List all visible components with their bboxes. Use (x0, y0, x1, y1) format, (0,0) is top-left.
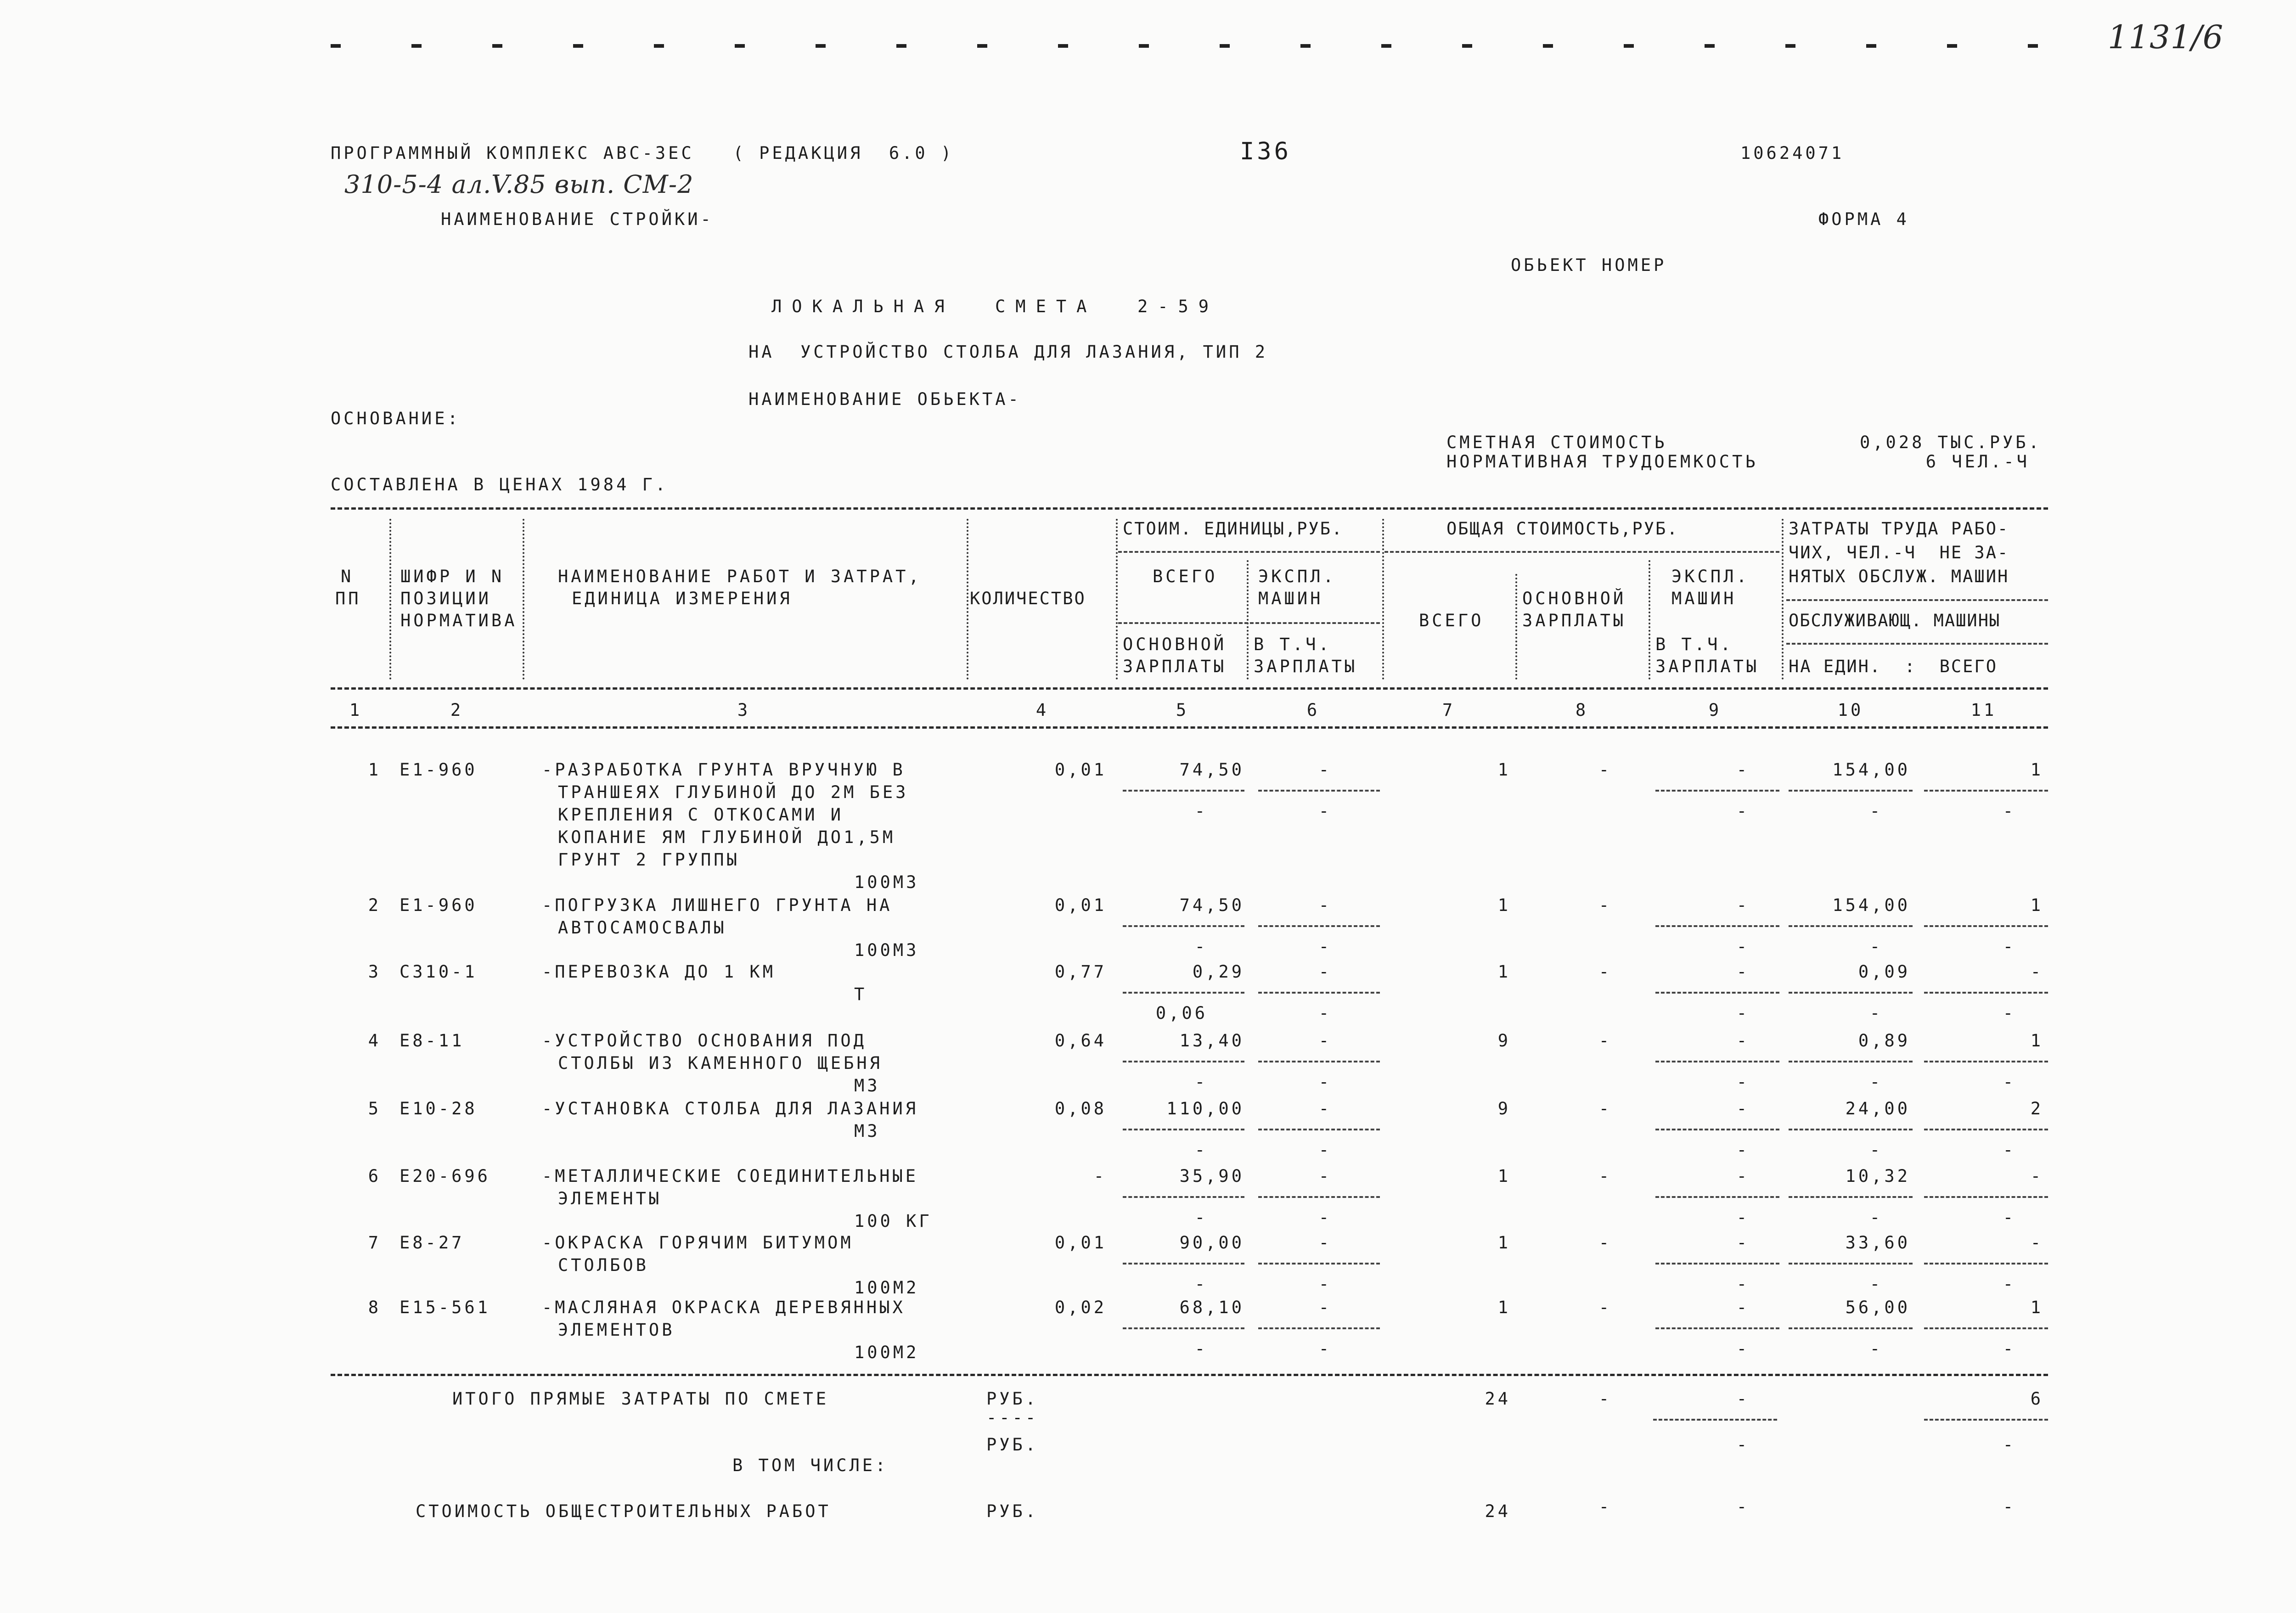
col-number: 2 (450, 700, 464, 720)
row-unit-mach: - (1318, 895, 1332, 915)
row-labor-total-b: - (2003, 1072, 2016, 1092)
row-code: Е10-28 (400, 1099, 478, 1118)
row-unit-wage: - (1194, 937, 1208, 956)
row-total-mach-wage: - (1736, 1003, 1750, 1023)
cell-separator (1123, 790, 1244, 792)
hdr-sub-rule (1118, 622, 1380, 624)
row-total: 1 (1497, 962, 1511, 982)
hdr-name-1: НАИМЕНОВАНИЕ РАБОТ И ЗАТРАТ, (558, 567, 922, 586)
cell-separator (1655, 1196, 1779, 1198)
col-number: 1 (349, 700, 363, 720)
cell-separator (1924, 925, 2048, 927)
general-c11: - (2003, 1497, 2016, 1517)
row-labor-unit-b: - (1869, 937, 1883, 956)
row-name-line: -УСТРОЙСТВО ОСНОВАНИЯ ПОД (542, 1031, 867, 1051)
row-total: 1 (1497, 1298, 1511, 1317)
row-qty: 0,02 (1054, 1298, 1107, 1317)
row-unit-total: 90,00 (1179, 1233, 1244, 1253)
hdr-total-incl-1: В Т.Ч. (1655, 635, 1733, 654)
construction-label: НАИМЕНОВАНИЕ СТРОЙКИ- (441, 209, 714, 229)
row-total: 9 (1497, 1099, 1511, 1118)
row-unit-total: 35,90 (1179, 1166, 1244, 1186)
row-number: 4 (368, 1031, 381, 1051)
hdr-total-all: ВСЕГО (1419, 611, 1484, 630)
col-divider (1649, 560, 1650, 680)
row-total-wage: - (1598, 1298, 1612, 1317)
row-total-wage: - (1598, 895, 1612, 915)
hdr-unit-incl-2: ЗАРПЛАТЫ (1254, 657, 1358, 676)
header-top-rule (331, 507, 2048, 510)
hdr-pp: ПП (335, 589, 361, 608)
row-qty: 0,01 (1054, 895, 1107, 915)
direct-costs-rub-2: РУБ. (986, 1435, 1039, 1455)
row-code: Е1-960 (400, 895, 478, 915)
row-labor-total: 2 (2030, 1099, 2043, 1118)
row-total-mach-wage: - (1736, 937, 1750, 956)
row-total: 9 (1497, 1031, 1511, 1051)
row-total-mach: - (1736, 1031, 1750, 1051)
cell-separator (1655, 992, 1779, 994)
col-divider (523, 519, 524, 680)
hdr-total-cost: ОБЩАЯ СТОИМОСТЬ,РУБ. (1446, 519, 1679, 539)
row-code: Е8-11 (400, 1031, 465, 1051)
row-unit-total: 110,00 (1166, 1099, 1244, 1118)
row-qty: 0,01 (1054, 1233, 1107, 1253)
header-mid-rule (331, 687, 2048, 690)
direct-costs-dashes: ---- (986, 1408, 1039, 1428)
col-number: 10 (1837, 700, 1864, 720)
row-total: 1 (1497, 1166, 1511, 1186)
direct-c11-rule (1924, 1419, 2048, 1421)
cell-separator (1789, 1061, 1913, 1062)
row-total-wage: - (1598, 1166, 1612, 1186)
hdr-sub-rule (1786, 643, 2048, 645)
cell-separator (1924, 790, 2048, 792)
program-header: ПРОГРАММНЫЙ КОМПЛЕКС АВС-3ЕС ( РЕДАКЦИЯ 6.0 ) (331, 143, 954, 163)
row-unit-mach: - (1318, 1166, 1332, 1186)
cell-separator (1789, 992, 1913, 994)
row-labor-total-b: - (2003, 1140, 2016, 1160)
row-labor-total-b: - (2003, 801, 2016, 821)
row-unit-mach-wage: - (1318, 1140, 1332, 1160)
row-labor-total-b: - (2003, 937, 2016, 956)
row-unit: 100М3 (854, 872, 919, 892)
cell-separator (1655, 1263, 1779, 1265)
general-works-rub: РУБ. (986, 1501, 1039, 1521)
col-divider (1382, 519, 1384, 680)
row-unit: М3 (854, 1076, 880, 1096)
row-code: С310-1 (400, 962, 478, 982)
row-unit-total: 74,50 (1179, 895, 1244, 915)
row-qty: - (1093, 1166, 1107, 1186)
row-labor-total: 1 (2030, 760, 2043, 780)
row-labor-unit: 154,00 (1832, 760, 1910, 780)
page-number: I36 (1240, 138, 1291, 165)
row-name-line: -МЕТАЛЛИЧЕСКИЕ СОЕДИНИТЕЛЬНЫЕ (542, 1166, 919, 1186)
col-divider (1247, 560, 1249, 680)
hdr-labor-3: НЯТЫХ ОБСЛУЖ. МАШИН (1789, 567, 2009, 586)
cell-separator (1123, 992, 1244, 994)
row-total-mach: - (1736, 962, 1750, 982)
cell-separator (1655, 925, 1779, 927)
hdr-n: N (341, 567, 354, 586)
row-total-mach-wage: - (1736, 1339, 1750, 1359)
top-dash-line (331, 44, 2039, 48)
hdr-unit-incl-1: В Т.Ч. (1254, 635, 1332, 654)
summary-labor-label: НОРМАТИВНАЯ ТРУДОЕМКОСТЬ (1446, 452, 1758, 472)
row-total-mach: - (1736, 895, 1750, 915)
row-unit-wage: - (1194, 1072, 1208, 1092)
direct-c7: 24 (1485, 1389, 1511, 1409)
row-labor-unit-b: - (1869, 1208, 1883, 1227)
cell-separator (1655, 790, 1779, 792)
row-unit: М3 (854, 1121, 880, 1141)
direct-costs-label: ИТОГО ПРЯМЫЕ ЗАТРАТЫ ПО СМЕТЕ (452, 1389, 829, 1409)
row-name-line: СТОЛБЫ ИЗ КАМЕННОГО ЩЕБНЯ (558, 1053, 883, 1073)
row-code: Е8-27 (400, 1233, 465, 1253)
row-qty: 0,08 (1054, 1099, 1107, 1118)
row-code: Е1-960 (400, 760, 478, 780)
hdr-code-1: ШИФР И N (400, 567, 505, 586)
row-unit-mach: - (1318, 1031, 1332, 1051)
row-unit-total: 68,10 (1179, 1298, 1244, 1317)
row-total-mach-wage: - (1736, 1274, 1750, 1294)
cell-separator (1258, 1196, 1380, 1198)
cell-separator (1258, 1061, 1380, 1062)
row-total-mach-wage: - (1736, 1140, 1750, 1160)
row-unit-mach: - (1318, 962, 1332, 982)
general-c7: 24 (1485, 1501, 1511, 1521)
handwritten-reference: 310-5-4 ал.V.85 вып. СМ-2 (344, 170, 694, 199)
hdr-total-incl-2: ЗАРПЛАТЫ (1655, 657, 1760, 676)
cell-separator (1789, 1196, 1913, 1198)
row-unit-wage: - (1194, 1208, 1208, 1227)
row-unit: Т (854, 984, 867, 1004)
cell-separator (1258, 992, 1380, 994)
row-unit: 100 КГ (854, 1211, 932, 1231)
cell-separator (1655, 1327, 1779, 1329)
cell-separator (1924, 1196, 2048, 1198)
cell-separator (1123, 1327, 1244, 1329)
row-total-wage: - (1598, 1233, 1612, 1253)
direct-c9b: - (1736, 1435, 1750, 1455)
row-unit-mach: - (1318, 1099, 1332, 1118)
cell-separator (1924, 1263, 2048, 1265)
row-name-line: ТРАНШЕЯХ ГЛУБИНОЙ ДО 2М БЕЗ (558, 782, 909, 802)
row-total: 1 (1497, 760, 1511, 780)
row-name-line: СТОЛБОВ (558, 1255, 649, 1275)
hdr-unit-mach-2: МАШИН (1258, 589, 1323, 608)
hdr-qty: КОЛИЧЕСТВО (970, 589, 1086, 608)
hdr-unit-mach-1: ЭКСПЛ. (1258, 567, 1336, 586)
object-number-label: ОБЬЕКТ НОМЕР (1511, 255, 1667, 275)
row-labor-unit: 24,00 (1845, 1099, 1910, 1118)
row-name-line: -РАЗРАБОТКА ГРУНТА ВРУЧНУЮ В (542, 760, 906, 780)
row-total-mach-wage: - (1736, 1208, 1750, 1227)
col-divider (389, 519, 391, 680)
row-unit-total: 0,29 (1192, 962, 1244, 982)
object-label: НАИМЕНОВАНИЕ ОБЬЕКТА- (748, 389, 1021, 409)
col-number: 9 (1708, 700, 1722, 720)
row-unit-mach-wage: - (1318, 1339, 1332, 1359)
cell-separator (1258, 790, 1380, 792)
row-labor-unit: 0,89 (1858, 1031, 1910, 1051)
hdr-labor-4: ОБСЛУЖИВАЮЩ. МАШИНЫ (1789, 611, 2001, 630)
cell-separator (1258, 1263, 1380, 1265)
row-number: 7 (368, 1233, 381, 1253)
col-number: 3 (737, 700, 751, 720)
row-qty: 0,64 (1054, 1031, 1107, 1051)
row-name-line: ЭЛЕМЕНТЫ (558, 1189, 662, 1208)
row-labor-unit-b: - (1869, 1274, 1883, 1294)
corner-handwritten-note: 1131/6 (2108, 18, 2224, 56)
header-bottom-rule (331, 726, 2048, 729)
hdr-labor-5: НА ЕДИН. : ВСЕГО (1789, 657, 1998, 676)
row-unit-wage: - (1194, 801, 1208, 821)
row-number: 5 (368, 1099, 381, 1118)
col-divider (1782, 519, 1784, 680)
summary-cost-value: 0,028 ТЫС.РУБ. (1860, 433, 2042, 452)
row-number: 6 (368, 1166, 381, 1186)
row-unit-mach-wage: - (1318, 1208, 1332, 1227)
row-labor-total: - (2030, 1233, 2043, 1253)
general-works-label: СТОИМОСТЬ ОБЩЕСТРОИТЕЛЬНЫХ РАБОТ (416, 1501, 831, 1521)
row-labor-unit-b: - (1869, 1072, 1883, 1092)
row-labor-unit-b: - (1869, 1003, 1883, 1023)
row-total-mach: - (1736, 1166, 1750, 1186)
cell-separator (1789, 1129, 1913, 1130)
row-unit: 100М2 (854, 1278, 919, 1298)
general-c8: - (1598, 1497, 1612, 1517)
cell-separator (1789, 790, 1913, 792)
including-label: В ТОМ ЧИСЛЕ: (732, 1456, 889, 1475)
row-qty: 0,77 (1054, 962, 1107, 982)
row-total-mach-wage: - (1736, 801, 1750, 821)
cell-separator (1655, 1129, 1779, 1130)
hdr-total-wage-1: ОСНОВНОЙ (1522, 589, 1626, 608)
row-total: 1 (1497, 895, 1511, 915)
cell-separator (1258, 1327, 1380, 1329)
row-number: 2 (368, 895, 381, 915)
basis-label: ОСНОВАНИЕ: (331, 409, 461, 428)
row-name-line: -ПОГРУЗКА ЛИШНЕГО ГРУНТА НА (542, 895, 893, 915)
row-code: Е15-561 (400, 1298, 490, 1317)
cell-separator (1924, 1129, 2048, 1130)
estimate-title: ЛОКАЛЬНАЯ СМЕТА 2-59 (771, 297, 1219, 316)
row-unit-wage: - (1194, 1339, 1208, 1359)
row-unit-mach-wage: - (1318, 1274, 1332, 1294)
cell-separator (1123, 1196, 1244, 1198)
row-labor-total: - (2030, 962, 2043, 982)
cell-separator (1924, 1327, 2048, 1329)
row-name-line: ЭЛЕМЕНТОВ (558, 1320, 675, 1340)
prices-basis: СОСТАВЛЕНА В ЦЕНАХ 1984 Г. (331, 475, 669, 495)
row-unit-total: 74,50 (1179, 760, 1244, 780)
row-name-line: КРЕПЛЕНИЯ С ОТКОСАМИ И (558, 805, 844, 825)
direct-c11: 6 (2030, 1389, 2043, 1409)
row-labor-total-b: - (2003, 1208, 2016, 1227)
direct-c11b: - (2003, 1435, 2016, 1455)
row-total-mach-wage: - (1736, 1072, 1750, 1092)
direct-c9-rule (1653, 1419, 1777, 1421)
col-divider (967, 519, 968, 680)
row-labor-total: 1 (2030, 1298, 2043, 1317)
hdr-sub-rule (1384, 551, 1779, 553)
hdr-code-2: ПОЗИЦИИ (400, 589, 491, 608)
hdr-unit-wage-1: ОСНОВНОЙ (1123, 635, 1227, 654)
direct-c9: - (1736, 1389, 1750, 1409)
cell-separator (1789, 1327, 1913, 1329)
row-unit: 100М3 (854, 940, 919, 960)
row-total-mach: - (1736, 760, 1750, 780)
row-unit-mach: - (1318, 1298, 1332, 1317)
hdr-total-mach-1: ЭКСПЛ. (1671, 567, 1750, 586)
cell-separator (1123, 1129, 1244, 1130)
col-number: 5 (1176, 700, 1189, 720)
hdr-code-3: НОРМАТИВА (400, 611, 518, 630)
cell-separator (1258, 1129, 1380, 1130)
row-unit-wage: - (1194, 1274, 1208, 1294)
row-unit-mach: - (1318, 760, 1332, 780)
hdr-unit-total: ВСЕГО (1153, 567, 1218, 586)
row-name-line: ГРУНТ 2 ГРУППЫ (558, 850, 740, 870)
row-unit-wage: - (1194, 1140, 1208, 1160)
col-number: 11 (1970, 700, 1997, 720)
hdr-unit-wage-2: ЗАРПЛАТЫ (1123, 657, 1227, 676)
row-total: 1 (1497, 1233, 1511, 1253)
cell-separator (1924, 992, 2048, 994)
row-total-wage: - (1598, 760, 1612, 780)
col-number: 7 (1442, 700, 1456, 720)
row-labor-total: 1 (2030, 895, 2043, 915)
hdr-name-2: ЕДИНИЦА ИЗМЕРЕНИЯ (572, 589, 793, 608)
row-labor-total: - (2030, 1166, 2043, 1186)
row-total-mach: - (1736, 1233, 1750, 1253)
col-divider (1116, 519, 1118, 680)
direct-costs-rub: РУБ. (986, 1389, 1039, 1409)
row-unit-wage: 0,06 (1155, 1003, 1208, 1023)
col-number: 8 (1575, 700, 1589, 720)
row-labor-unit-b: - (1869, 801, 1883, 821)
row-number: 8 (368, 1298, 381, 1317)
row-code: Е20-696 (400, 1166, 490, 1186)
row-total-mach: - (1736, 1099, 1750, 1118)
row-labor-unit: 0,09 (1858, 962, 1910, 982)
col-number: 4 (1035, 700, 1049, 720)
row-labor-total: 1 (2030, 1031, 2043, 1051)
cell-separator (1924, 1061, 2048, 1062)
row-total-mach: - (1736, 1298, 1750, 1317)
hdr-unit-cost: СТОИМ. ЕДИНИЦЫ,РУБ. (1123, 519, 1344, 539)
row-unit-mach: - (1318, 1233, 1332, 1253)
row-qty: 0,01 (1054, 760, 1107, 780)
row-labor-unit: 33,60 (1845, 1233, 1910, 1253)
row-labor-unit-b: - (1869, 1140, 1883, 1160)
cell-separator (1123, 925, 1244, 927)
form-label: ФОРМА 4 (1818, 209, 1909, 229)
row-total-wage: - (1598, 1031, 1612, 1051)
row-labor-unit: 56,00 (1845, 1298, 1910, 1317)
cell-separator (1123, 1263, 1244, 1265)
col-number: 6 (1306, 700, 1320, 720)
hdr-total-mach-2: МАШИН (1671, 589, 1737, 608)
row-unit-mach-wage: - (1318, 1072, 1332, 1092)
hdr-sub-rule (1786, 599, 2048, 601)
hdr-labor-2: ЧИХ, ЧЕЛ.-Ч НЕ ЗА- (1789, 543, 2009, 562)
row-total-wage: - (1598, 962, 1612, 982)
col-divider (1515, 574, 1517, 680)
row-number: 3 (368, 962, 381, 982)
hdr-total-wage-2: ЗАРПЛАТЫ (1522, 611, 1626, 630)
hdr-sub-rule (1118, 551, 1380, 553)
hdr-labor-1: ЗАТРАТЫ ТРУДА РАБО- (1789, 519, 2009, 539)
row-name-line: -ПЕРЕВОЗКА ДО 1 КМ (542, 962, 776, 982)
row-unit-mach-wage: - (1318, 801, 1332, 821)
row-labor-total-b: - (2003, 1274, 2016, 1294)
general-c9: - (1736, 1497, 1750, 1517)
summary-labor-value: 6 ЧЕЛ.-Ч (1925, 452, 2030, 472)
row-labor-unit: 154,00 (1832, 895, 1910, 915)
cell-separator (1655, 1061, 1779, 1062)
estimate-subject: НА УСТРОЙСТВО СТОЛБА ДЛЯ ЛАЗАНИЯ, ТИП 2 (748, 342, 1268, 362)
row-unit-total: 13,40 (1179, 1031, 1244, 1051)
cell-separator (1123, 1061, 1244, 1062)
row-name-line: -МАСЛЯНАЯ ОКРАСКА ДЕРЕВЯННЫХ (542, 1298, 906, 1317)
totals-rule (331, 1374, 2048, 1376)
cell-separator (1258, 925, 1380, 927)
row-unit-mach-wage: - (1318, 1003, 1332, 1023)
row-name-line: КОПАНИЕ ЯМ ГЛУБИНОЙ ДО1,5М (558, 827, 896, 847)
row-name-line: -ОКРАСКА ГОРЯЧИМ БИТУМОМ (542, 1233, 854, 1253)
row-labor-unit: 10,32 (1845, 1166, 1910, 1186)
document-code: 10624071 (1740, 143, 1845, 163)
cell-separator (1789, 925, 1913, 927)
cell-separator (1789, 1263, 1913, 1265)
direct-c8: - (1598, 1389, 1612, 1409)
row-total-wage: - (1598, 1099, 1612, 1118)
row-unit-mach-wage: - (1318, 937, 1332, 956)
row-name-line: -УСТАНОВКА СТОЛБА ДЛЯ ЛАЗАНИЯ (542, 1099, 919, 1118)
row-labor-unit-b: - (1869, 1339, 1883, 1359)
summary-cost-label: СМЕТНАЯ СТОИМОСТЬ (1446, 433, 1667, 452)
row-labor-total-b: - (2003, 1003, 2016, 1023)
row-unit: 100М2 (854, 1343, 919, 1362)
row-labor-total-b: - (2003, 1339, 2016, 1359)
row-name-line: АВТОСАМОСВАЛЫ (558, 918, 727, 938)
row-number: 1 (368, 760, 381, 780)
